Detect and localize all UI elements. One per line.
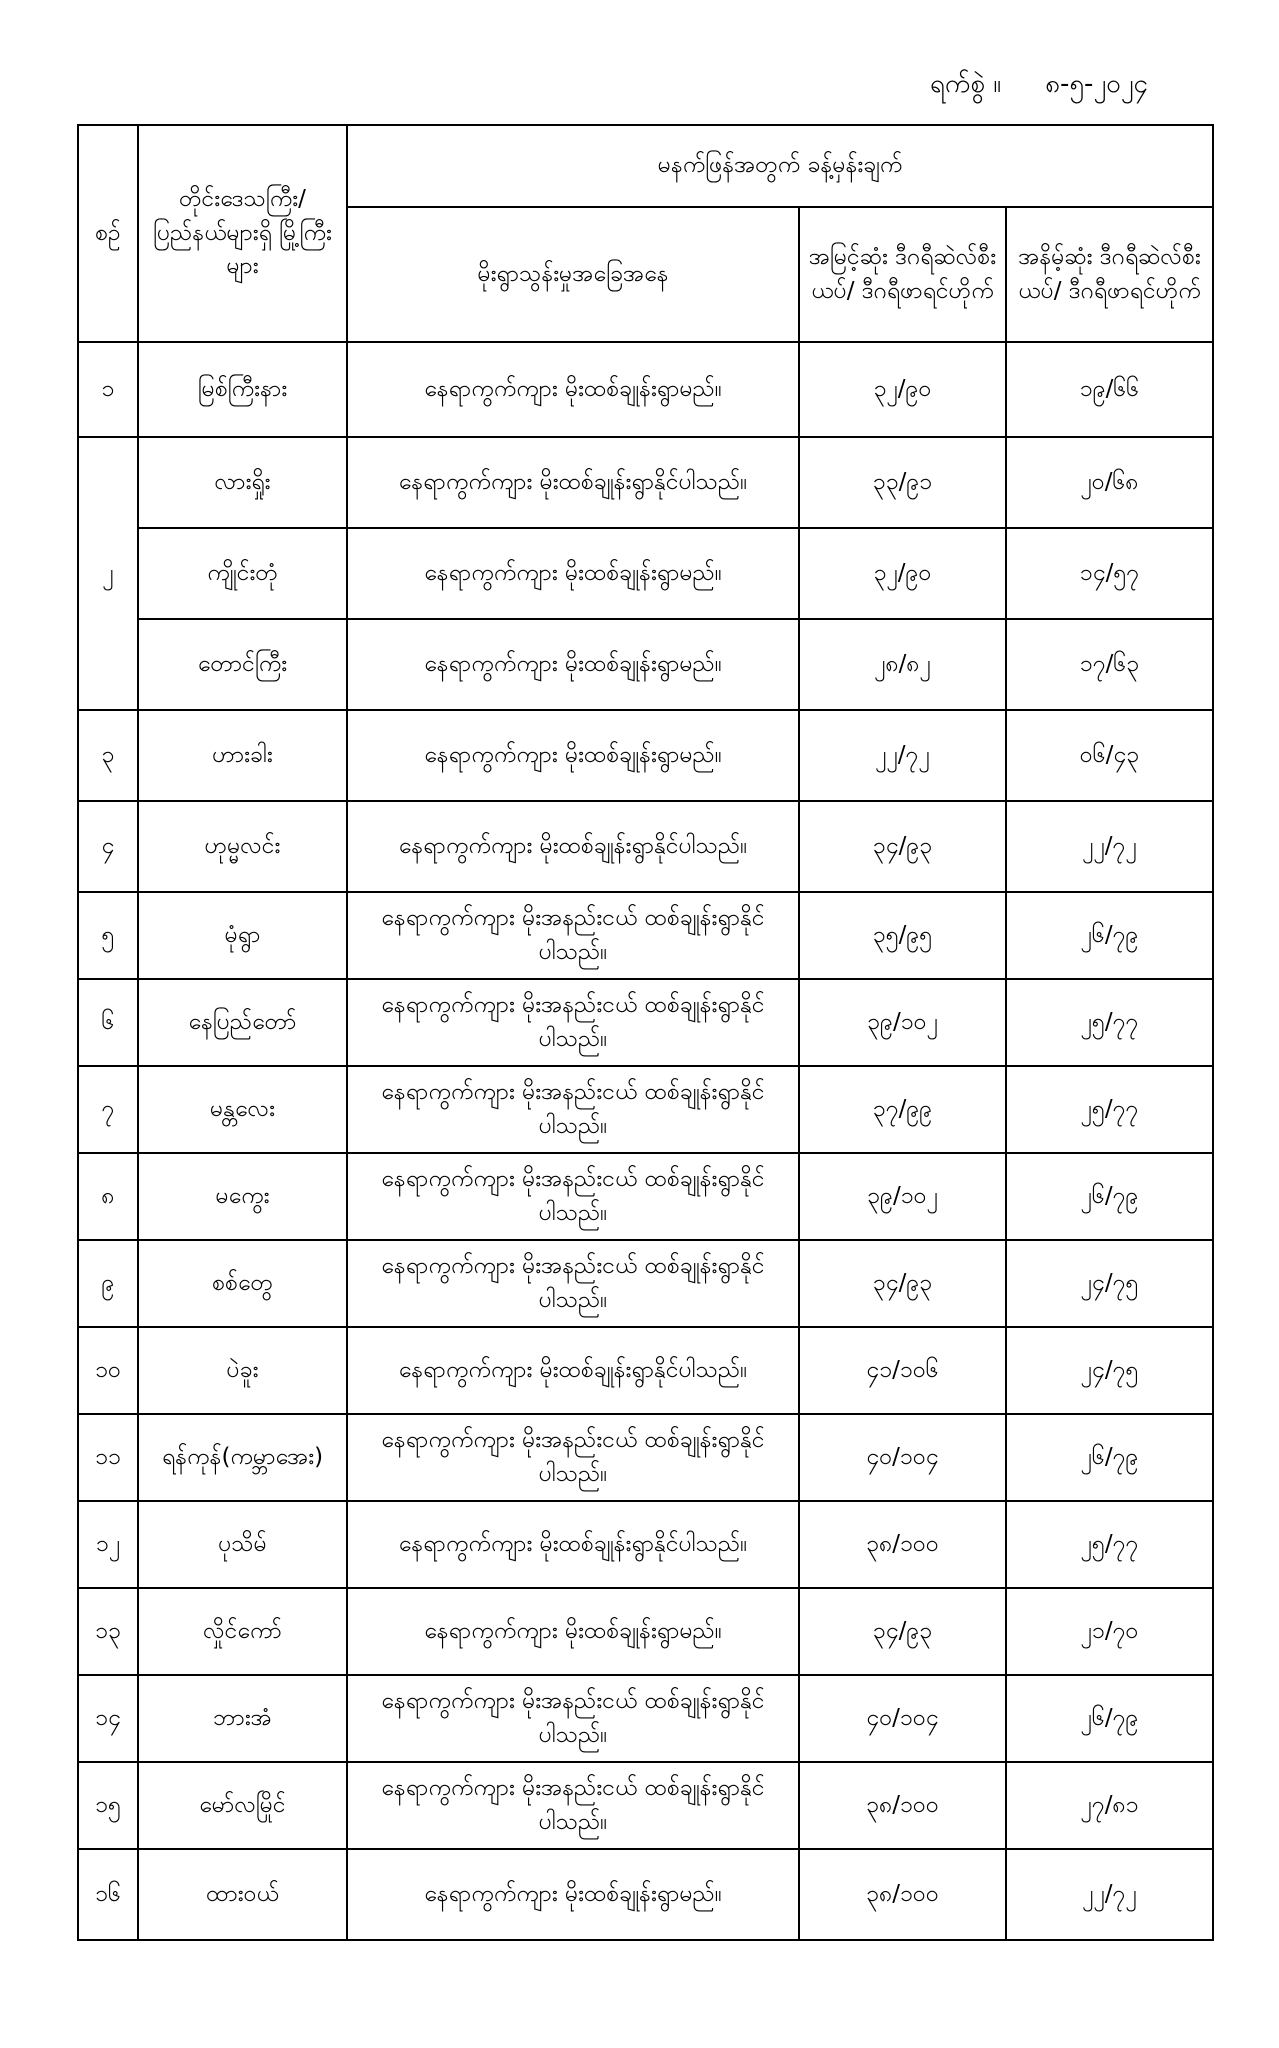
row-town: ဟားခါး <box>138 710 347 801</box>
date-value: ၈-၅-၂၀၂၄ <box>1045 69 1149 99</box>
row-min: ၀၆/၄၃ <box>1006 710 1213 801</box>
row-no: ၉ <box>78 1240 138 1327</box>
row-condition: နေရာကွက်ကျား မိုးအနည်းငယ် ထစ်ချုန်းရွာနိုင်ပါသည်။ <box>347 1066 799 1153</box>
row-condition: နေရာကွက်ကျား မိုးထစ်ချုန်းရွာမည်။ <box>347 710 799 801</box>
row-max: ၃၃/၉၁ <box>799 437 1006 528</box>
header-min-temp: အနိမ့်ဆုံး ဒီဂရီဆဲလ်စီးယပ်/ ဒီဂရီဖာရင်ဟိုက် <box>1006 207 1213 342</box>
table-row <box>78 1327 1213 1414</box>
date-line <box>930 66 1148 105</box>
row-max: ၃၈/၁၀၀ <box>799 1849 1006 1940</box>
row-max: ၄၁/၁၀၆ <box>799 1327 1006 1414</box>
row-condition: နေရာကွက်ကျား မိုးထစ်ချုန်းရွာမည်။ <box>347 1588 799 1675</box>
row-max: ၃၄/၉၃ <box>799 1240 1006 1327</box>
table-row <box>78 528 1213 619</box>
table-row <box>78 1675 1213 1762</box>
row-min: ၁၄/၅၇ <box>1006 528 1213 619</box>
row-town: ထားဝယ် <box>138 1849 347 1940</box>
row-min: ၂၂/၇၂ <box>1006 1849 1213 1940</box>
forecast-body <box>78 342 1213 1940</box>
row-town: မုံရွာ <box>138 892 347 979</box>
row-town: မြစ်ကြီးနား <box>138 342 347 437</box>
row-condition: နေရာကွက်ကျား မိုးထစ်ချုန်းရွာမည်။ <box>347 619 799 710</box>
row-no: ၁၀ <box>78 1327 138 1414</box>
row-no: ၁၅ <box>78 1762 138 1849</box>
row-town: မန္တလေး <box>138 1066 347 1153</box>
row-condition: နေရာကွက်ကျား မိုးအနည်းငယ် ထစ်ချုန်းရွာနိုင်ပါသည်။ <box>347 979 799 1066</box>
table-row <box>78 342 1213 437</box>
table-row <box>78 710 1213 801</box>
row-no: ၅ <box>78 892 138 979</box>
row-condition: နေရာကွက်ကျား မိုးအနည်းငယ် ထစ်ချုန်းရွာနိုင်ပါသည်။ <box>347 1762 799 1849</box>
row-max: ၄၀/၁၀၄ <box>799 1675 1006 1762</box>
row-no <box>78 437 138 528</box>
row-condition: နေရာကွက်ကျား မိုးထစ်ချုန်းရွာနိုင်ပါသည်။ <box>347 801 799 892</box>
row-town: ဟုမ္မလင်း <box>138 801 347 892</box>
row-no <box>78 619 138 710</box>
row-min: ၂၆/၇၉ <box>1006 1414 1213 1501</box>
table-row <box>78 1153 1213 1240</box>
table-row <box>78 1414 1213 1501</box>
row-no: ၈ <box>78 1153 138 1240</box>
header-forecast-group: မနက်ဖြန်အတွက် ခန့်မှန်းချက် <box>347 125 1213 207</box>
row-no: ၁၄ <box>78 1675 138 1762</box>
row-town: ရန်ကုန်(ကမ္ဘာအေး) <box>138 1414 347 1501</box>
row-max: ၃၂/၉၀ <box>799 342 1006 437</box>
table-row <box>78 1762 1213 1849</box>
row-condition: နေရာကွက်ကျား မိုးထစ်ချုန်းရွာနိုင်ပါသည်။ <box>347 1327 799 1414</box>
row-town: ကျိုင်းတုံ <box>138 528 347 619</box>
row-max: ၃၈/၁၀၀ <box>799 1762 1006 1849</box>
row-min: ၂၁/၇၀ <box>1006 1588 1213 1675</box>
row-town: စစ်တွေ <box>138 1240 347 1327</box>
row-no: ၁၁ <box>78 1414 138 1501</box>
forecast-table <box>77 124 1214 1941</box>
row-town: လှိုင်ကော် <box>138 1588 347 1675</box>
header-max-temp: အမြင့်ဆုံး ဒီဂရီဆဲလ်စီးယပ်/ ဒီဂရီဖာရင်ဟိုက် <box>799 207 1006 342</box>
table-row <box>78 979 1213 1066</box>
row-no: ၆ <box>78 979 138 1066</box>
row-no: ၃ <box>78 710 138 801</box>
table-row <box>78 801 1213 892</box>
row-town: နေပြည်တော် <box>138 979 347 1066</box>
table-row <box>78 1501 1213 1588</box>
row-min: ၂၄/၇၅ <box>1006 1240 1213 1327</box>
row-town: မကွေး <box>138 1153 347 1240</box>
row-max: ၃၅/၉၅ <box>799 892 1006 979</box>
header-town: တိုင်းဒေသကြီး/ပြည်နယ်များရှိ မြို့ကြီးများ <box>138 125 347 342</box>
row-min: ၁၇/၆၃ <box>1006 619 1213 710</box>
table-row <box>78 619 1213 710</box>
row-min: ၁၉/၆၆ <box>1006 342 1213 437</box>
row-max: ၃၄/၉၃ <box>799 1588 1006 1675</box>
row-town: မော်လမြိုင် <box>138 1762 347 1849</box>
row-min: ၂၅/၇၇ <box>1006 1066 1213 1153</box>
date-label: ရက်စွဲ ။ <box>930 69 1002 99</box>
row-max: ၂၂/၇၂ <box>799 710 1006 801</box>
row-condition: နေရာကွက်ကျား မိုးအနည်းငယ် ထစ်ချုန်းရွာနိုင်ပါသည်။ <box>347 1153 799 1240</box>
row-min: ၂၄/၇၅ <box>1006 1327 1213 1414</box>
row-condition: နေရာကွက်ကျား မိုးအနည်းငယ် ထစ်ချုန်းရွာနိုင်ပါသည်။ <box>347 1675 799 1762</box>
row-town: ပဲခူး <box>138 1327 347 1414</box>
table-row <box>78 1066 1213 1153</box>
row-condition: နေရာကွက်ကျား မိုးထစ်ချုန်းရွာမည်။ <box>347 342 799 437</box>
row-min: ၂၆/၇၉ <box>1006 892 1213 979</box>
row-town: ဘားအံ <box>138 1675 347 1762</box>
row-no: ၇ <box>78 1066 138 1153</box>
row-max: ၄၀/၁၀၄ <box>799 1414 1006 1501</box>
row-max: ၃၉/၁၀၂ <box>799 979 1006 1066</box>
table-row <box>78 1849 1213 1940</box>
row-max: ၃၄/၉၃ <box>799 801 1006 892</box>
row-condition: နေရာကွက်ကျား မိုးထစ်ချုန်းရွာမည်။ <box>347 528 799 619</box>
row-no: ၂ <box>78 528 138 619</box>
row-max: ၃၂/၉၀ <box>799 528 1006 619</box>
table-row <box>78 1588 1213 1675</box>
row-condition: နေရာကွက်ကျား မိုးထစ်ချုန်းရွာမည်။ <box>347 1849 799 1940</box>
row-no: ၁ <box>78 342 138 437</box>
row-min: ၂၀/၆၈ <box>1006 437 1213 528</box>
row-town: လားရှိုး <box>138 437 347 528</box>
row-no: ၄ <box>78 801 138 892</box>
row-condition: နေရာကွက်ကျား မိုးအနည်းငယ် ထစ်ချုန်းရွာနိုင်ပါသည်။ <box>347 892 799 979</box>
row-min: ၂၇/၈၁ <box>1006 1762 1213 1849</box>
row-min: ၂၆/၇၉ <box>1006 1153 1213 1240</box>
header-condition: မိုးရွာသွန်းမှုအခြေအနေ <box>347 207 799 342</box>
row-max: ၂၈/၈၂ <box>799 619 1006 710</box>
row-town: ပုသိမ် <box>138 1501 347 1588</box>
table-row <box>78 437 1213 528</box>
row-town: တောင်ကြီး <box>138 619 347 710</box>
row-min: ၂၅/၇၇ <box>1006 979 1213 1066</box>
row-condition: နေရာကွက်ကျား မိုးထစ်ချုန်းရွာနိုင်ပါသည်။ <box>347 1501 799 1588</box>
row-no: ၁၆ <box>78 1849 138 1940</box>
row-min: ၂၅/၇၇ <box>1006 1501 1213 1588</box>
row-max: ၃၇/၉၉ <box>799 1066 1006 1153</box>
row-min: ၂၂/၇၂ <box>1006 801 1213 892</box>
row-condition: နေရာကွက်ကျား မိုးအနည်းငယ် ထစ်ချုန်းရွာနိုင်ပါသည်။ <box>347 1414 799 1501</box>
header-no: စဉ် <box>78 125 138 342</box>
row-no: ၁၂ <box>78 1501 138 1588</box>
row-min: ၂၆/၇၉ <box>1006 1675 1213 1762</box>
row-condition: နေရာကွက်ကျား မိုးထစ်ချုန်းရွာနိုင်ပါသည်။ <box>347 437 799 528</box>
table-row <box>78 1240 1213 1327</box>
row-max: ၃၉/၁၀၂ <box>799 1153 1006 1240</box>
row-no: ၁၃ <box>78 1588 138 1675</box>
row-condition: နေရာကွက်ကျား မိုးအနည်းငယ် ထစ်ချုန်းရွာနိုင်ပါသည်။ <box>347 1240 799 1327</box>
row-max: ၃၈/၁၀၀ <box>799 1501 1006 1588</box>
table-row <box>78 892 1213 979</box>
